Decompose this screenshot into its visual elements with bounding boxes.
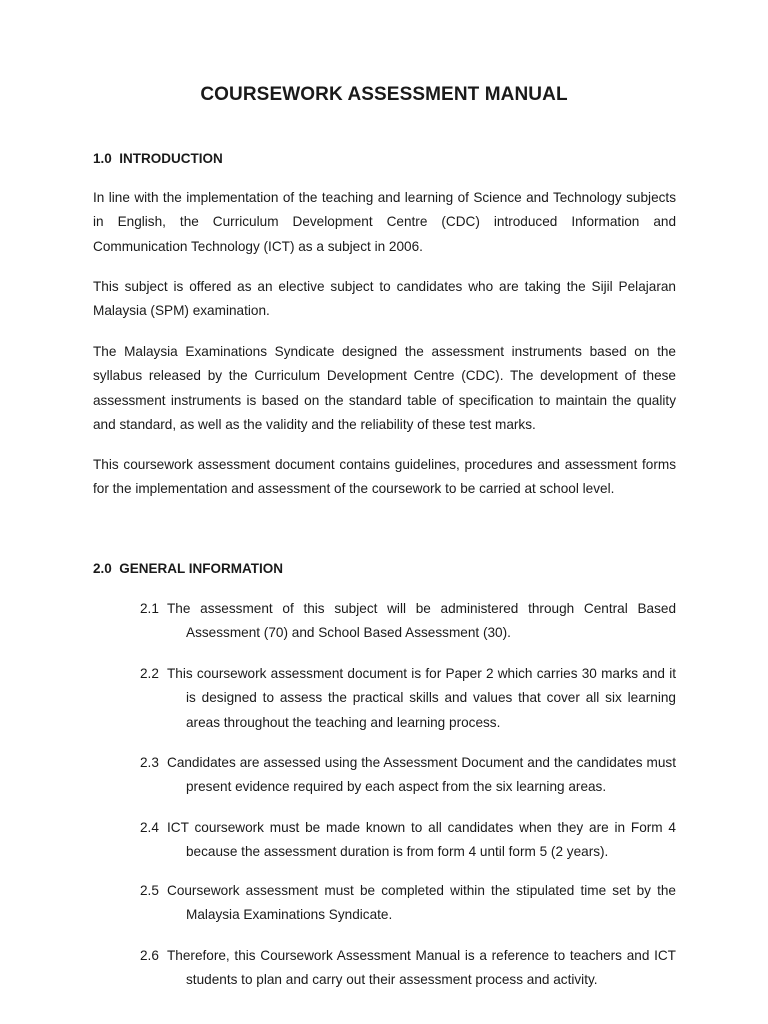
list-item-2-6 <box>140 944 676 993</box>
list-item-number: 2.3 <box>140 755 159 770</box>
list-item-number: 2.2 <box>140 666 159 681</box>
list-item-2-1 <box>140 597 676 646</box>
list-item-text: This coursework assessment document is for Paper 2 which carries 30 marks and it is designed to assess the practical skills and values that cover all six learning areas throughout the teaching and learning process. <box>167 666 676 730</box>
list-item-number: 2.5 <box>140 883 159 898</box>
list-item-number: 2.6 <box>140 948 159 963</box>
intro-paragraph-3: The Malaysia Examinations Syndicate designed the assessment instruments based on the syllabus released by the Curriculum Development Centre (CDC). The development of these assessment instruments is based on the standard table of specification to maintain the quality and standard, as well as the validity and the reliability of these test marks. <box>93 344 676 432</box>
list-item-text: Coursework assessment must be completed within the stipulated time set by the Malaysia Examinations Syndicate. <box>167 883 676 923</box>
list-item-text: ICT coursework must be made known to all candidates when they are in Form 4 because the assessment duration is from form 4 until form 5 (2 years). <box>167 820 676 860</box>
document-title: COURSEWORK ASSESSMENT MANUAL <box>200 84 568 105</box>
list-item-number: 2.1 <box>140 601 159 616</box>
intro-paragraph-1: In line with the implementation of the teaching and learning of Science and Technology subjects in English, the Curriculum Development Centre (CDC) introduced Information and Communication Technology (ICT) as a subject in 2006. <box>93 190 676 254</box>
list-item-2-4 <box>140 816 676 865</box>
section-heading-general-information: 2.0 GENERAL INFORMATION <box>93 561 284 576</box>
intro-paragraph-4: This coursework assessment document contains guidelines, procedures and assessment forms for the implementation and assessment of the coursework to be carried at school level. <box>93 457 676 497</box>
list-item-2-2 <box>140 662 676 735</box>
list-item-text: The assessment of this subject will be administered through Central Based Assessment (70) and School Based Assessment (30). <box>167 601 676 641</box>
intro-paragraph-2: This subject is offered as an elective subject to candidates who are taking the Sijil Pelajaran Malaysia (SPM) examination. <box>93 279 676 319</box>
list-item-2-3 <box>140 751 676 800</box>
section-heading-introduction: 1.0 INTRODUCTION <box>93 151 223 166</box>
list-item-number: 2.4 <box>140 820 159 835</box>
list-item-2-5 <box>140 879 676 928</box>
list-item-text: Candidates are assessed using the Assessment Document and the candidates must present evidence required by each aspect from the six learning areas. <box>167 755 676 795</box>
list-item-text: Therefore, this Coursework Assessment Manual is a reference to teachers and ICT students to plan and carry out their assessment process and activity. <box>167 948 676 988</box>
